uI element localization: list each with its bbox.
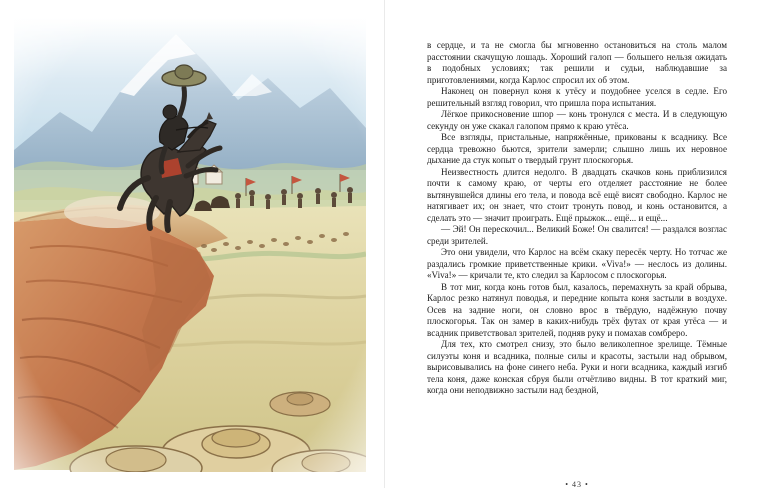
paragraph: Наконец он повернул коня к утёсу и поудобнее уселся в седле. Его решительный взгляд говорил, что пришла пора испытания. — [427, 86, 727, 108]
paragraph: Это они увидели, что Карлос на всём скаку пересёк черту. Но тотчас же раздались громкие приветственные крики. «Viva!» — неслось из долины. «Viva!» — кричали те, кто следил за Карлосом с плоскогорья. — [427, 247, 727, 280]
paragraph: Неизвестность длится недолго. В двадцать скачков конь приблизился почти к самому краю, от черты его отделяет расстояние не более вытянувшейся длины его тела, и повода всё ещё висят свободно. Карлос не натягивает их; он знает, что стоит тронуть повод, и конь остановится, а сделать это — значит проиграть. Ещё прыжок... ещё... и ещё... — [427, 166, 727, 223]
paragraph: — Эй! Он перескочил... Великий Боже! Он свалится! — раздался возглас среди зрителей. — [427, 224, 727, 246]
paragraph: Все взгляды, пристальные, напряжённые, прикованы к всаднику. Все сердца тревожно бьются, зрители замерли; слышно лишь их неровное дыхание да стук копыт о твердый грунт плоскогорья. — [427, 132, 727, 165]
paragraph: Лёгкое прикосновение шпор — конь тронулся с места. И в следующую секунду он уже скакал галопом прямо к краю утёса. — [427, 109, 727, 131]
body-text-column — [427, 40, 727, 488]
paragraph: В тот миг, когда конь готов был, казалось, перемахнуть за край обрыва, Карлос резко натянул поводья, и передние копыта коня застыли в воздухе. Осев на задние ноги, он словно врос в твёрдую, надёжную почву плоскогорья. Так он замер в каких-нибудь трёх футах от края утёса — и всадник приветствовал зрителей, подняв руку и помахав сомбреро. — [427, 281, 727, 338]
paragraph: в сердце, и та не смогла бы мгновенно остановиться на столь малом расстоянии скачущую лошадь. Хороший галоп — большего нельзя ожидать в подобных условиях; так решили и судьи, наблюдавшие за приготовлениями, когда Карлос спросил их об этом. — [427, 40, 727, 85]
paragraph: Для тех, кто смотрел снизу, это было великолепное зрелище. Тёмные силуэты коня и всадника, полные силы и красоты, застыли над обрывом, вырисовывались на фоне синего неба. Руки и ноги всадника, каждый изгиб тела коня, даже конская сбруя были отчётливо видны. В тот краткий миг, когда они неподвижно застыли над бездной, — [427, 339, 727, 395]
page-number: • 43 • — [565, 480, 589, 488]
right-page — [385, 0, 770, 488]
